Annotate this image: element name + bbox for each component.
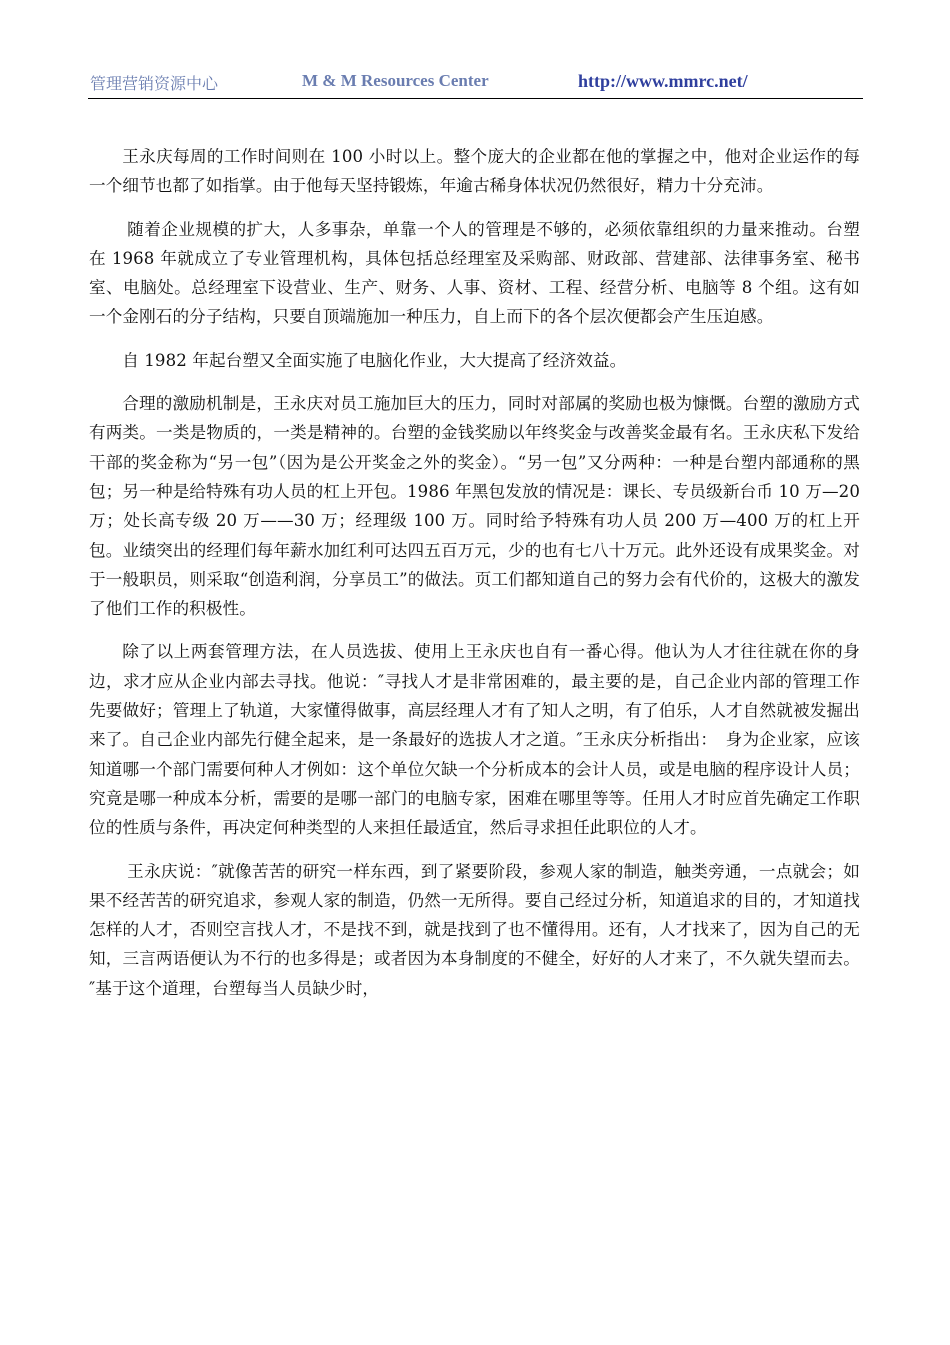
paragraph-6: 王永庆说：″就像苦苦的研究一样东西，到了紧要阶段，参观人家的制造，触类旁通，一点就会；如果不经苦苦的研究追求，参观人家的制造，仍然一无所得。要自己经过分析，知道追求的目的，才知道找怎样的人才，否则空言找人才，不是找不到，就是找到了也不懂得用。还有，人才找来了，因为自己的无知，三言两语便认为不行的也多得是；或者因为本身制度的不健全，好好的人才来了，不久就失望而去。″基于这个道理，台塑每当人员缺少时， <box>89 861 860 998</box>
header-url-link[interactable]: http://www.mmrc.net/ <box>578 71 748 91</box>
document-body <box>89 142 860 1017</box>
paragraph-1: 王永庆每周的工作时间则在 100 小时以上。整个庞大的企业都在他的掌握之中，他对企业运作的每一个细节也都了如指掌。由于他每天坚持锻炼，年逾古稀身体状况仍然很好，精力十分充沛。 <box>89 147 860 196</box>
paragraph-3: 自 1982 年起台塑又全面实施了电脑化作业，大大提高了经济效益。 <box>122 350 627 370</box>
page-header <box>88 68 863 99</box>
paragraph-5: 除了以上两套管理方法，在人员选拔、使用上王永庆也自有一番心得。他认为人才往往就在你的身边，求才应从企业内部去寻找。他说：″寻找人才是非常困难的，最主要的是，自己企业内部的管理工作先要做好；管理上了轨道，大家懂得做事，高层经理人才有了知人之明，有了伯乐，人才自然就被发掘出来了。自己企业内部先行健全起来，是一条最好的选拔人才之道。″王永庆分析指出： 身为企业家，应该知道哪一个部门需要何种人才例如：这个单位欠缺一个分析成本的会计人员，或是电脑的程序设计人员；究竟是哪一种成本分析，需要的是哪一部门的电脑专家，困难在哪里等等。任用人才时应首先确定工作职位的性质与条件，再决定何种类型的人来担任最适宜，然后寻求担任此职位的人才。 <box>89 642 860 838</box>
paragraph-2: 随着企业规模的扩大，人多事杂，单靠一个人的管理是不够的，必须依靠组织的力量来推动。台塑在 1968 年就成立了专业管理机构，具体包括总经理室及采购部、财政部、营建部、法律事务室、秘书室、电脑处。总经理室下设营业、生产、财务、人事、资材、工程、经营分析、电脑等 8 个组。这有如一个金刚石的分子结构，只要自顶端施加一种压力，自上而下的各个层次便都会产生压迫感。 <box>89 219 860 327</box>
header-en-title: M & M Resources Center <box>302 71 489 90</box>
header-cn-title: 管理营销资源中心 <box>90 74 219 93</box>
paragraph-4: 合理的激励机制是，王永庆对员工施加巨大的压力，同时对部属的奖励也极为慷慨。台塑的激励方式有两类。一类是物质的，一类是精神的。台塑的金钱奖励以年终奖金与改善奖金最有名。王永庆私下发给干部的奖金称为“另一包”（因为是公开奖金之外的奖金）。“另一包”又分两种：一种是台塑内部通称的黑包；另一种是给特殊有功人员的杠上开包。1986 年黑包发放的情况是：课长、专员级新台币 10 万—20 万；处长高专级 20 万——30 万；经理级 100 万。同时给予特殊有功人员 200 万—400 万的杠上开包。业绩突出的经理们每年薪水加红利可达四五百万元，少的也有七八十万元。此外还设有成果奖金。对于一般职员，则采取“创造利润，分享员工”的做法。页工们都知道自己的努力会有代价的，这极大的激发了他们工作的积极性。 <box>89 394 860 619</box>
